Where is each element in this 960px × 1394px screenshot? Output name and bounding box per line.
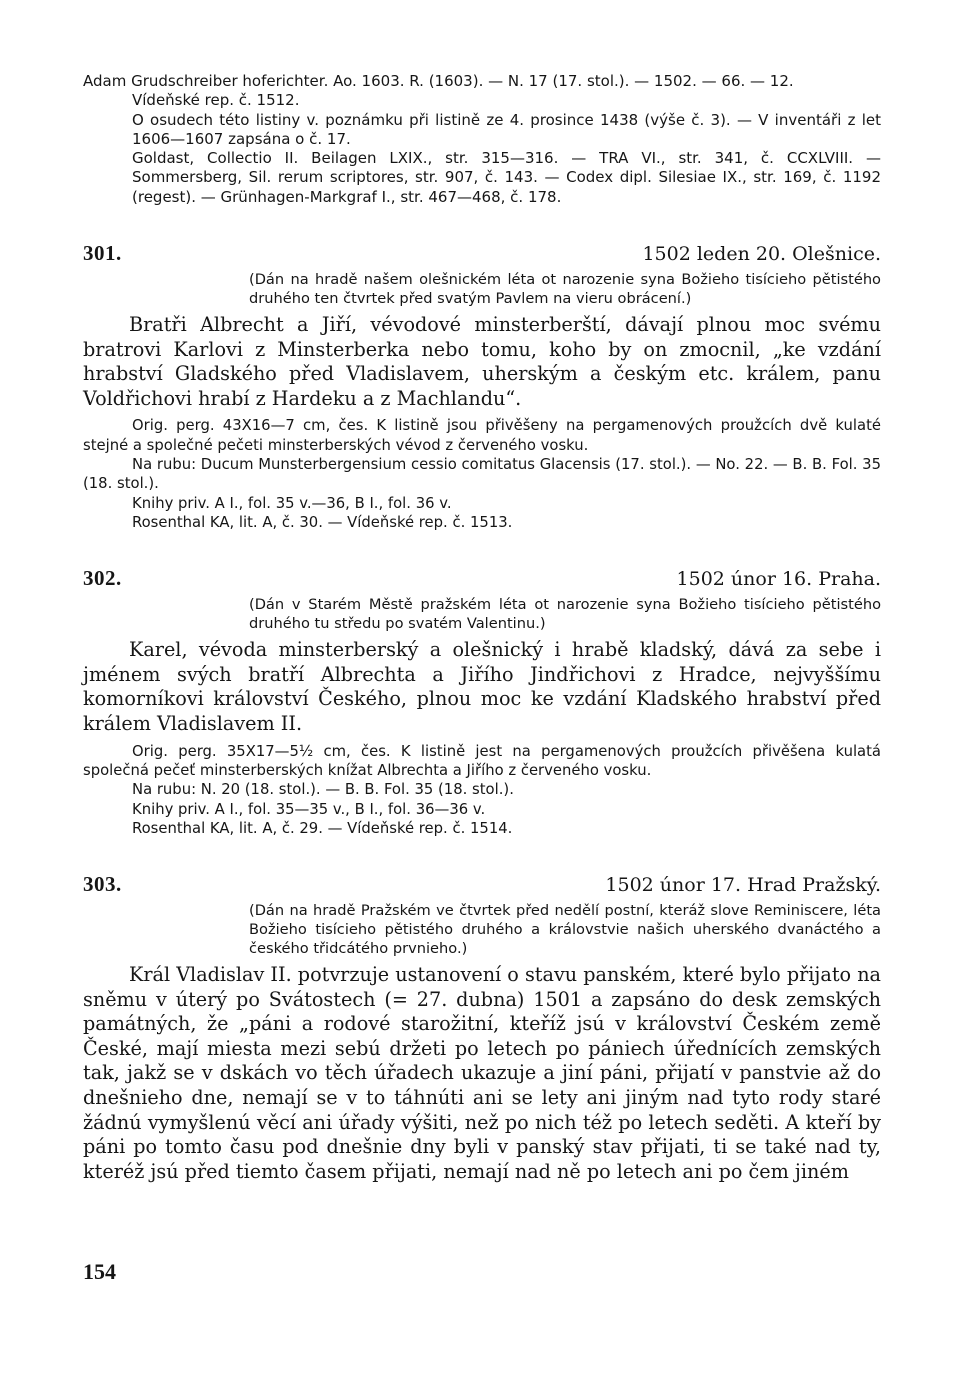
entry-regest: Král Vladislav II. potvrzuje ustanovení o stavu panském, které bylo přijato na sněmu v úterý po Svátostech (= 27. dubna) 1501 a zapsáno do desk zemských památných, že „páni a rodové starožitní, kteříž jsú v království Českém země České, mají miesta mezi sebú držeti po letech po pániech úřednících zemských tak, jakž se v dskách vo těch úřadech ukazuje a jiní páni, přijatí v panstvie až do dnešnieho dne, nemají se v to táhnúti ani se lety ani jiným nad tyto rody staré žádnú vymyšlenú věcí ani úřady výšiti, než po nich též po letech seděti. A kteří by páni po tomto času pod dnešnie dny byli v panský stav přijati, ti se také nad ty, kteréž jsú před tiemto časem přijati, nemají nad ně po letech ani po čem jiném (83, 963, 881, 1183)
note-line: Na rubu: Ducum Munsterbergensium cessio comitatus Glacensis (17. stol.). — No. 22. — B. B. Fol. 35 (18. stol.). (83, 456, 881, 493)
note-line: Adam Grudschreiber hoferichter. Ao. 1603. R. (1603). — N. 17 (17. stol.). — 1502. — 66. — 12. (83, 72, 794, 90)
note-line: Na rubu: N. 20 (18. stol.). — B. B. Fol. 35 (18. stol.). (132, 781, 514, 799)
note-line: Orig. perg. 35X17—5½ cm, čes. K listině jest na pergamenových proužcích přivěšena kulatá společná pečeť minsterberských knížat Albrechta a Jiřího z červeného vosku. (83, 742, 881, 779)
entry-number: 303. (83, 872, 122, 897)
previous-entry-notes (83, 72, 881, 207)
entry-dating-clause (249, 901, 881, 958)
entry-date: 1502 leden 20. Olešnice. (642, 243, 881, 266)
entry-regest: Karel, vévoda minsterberský a olešnický i hrabě kladský, dává za sebe i jménem svých bratří Albrechta a Jiřího Jindřichovi z Hradce, nejvyššímu komorníkovi království Českého, plnou moc ke vzdání Kladského hrabství před králem Vladislavem II. (83, 638, 881, 736)
note-line: Knihy priv. A I., fol. 35 v.—36, B I., fol. 36 v. (132, 494, 452, 512)
entry-header (83, 872, 881, 897)
entry-header (83, 566, 881, 591)
note-line: Rosenthal KA, lit. A, č. 29. — Vídeňské rep. č. 1514. (132, 819, 513, 837)
entry-header (83, 241, 881, 266)
entry-number: 301. (83, 241, 122, 266)
page-content (83, 72, 881, 1184)
dating-text: (Dán na hradě Pražském ve čtvrtek před nedělí postní, kteráž slove Reminiscere, léta Božieho tisícieho pětistého druhého a královstvie našich uherského dvanáctého a českého třidcátého prvnieho.) (249, 902, 881, 958)
entry-notes (83, 416, 881, 532)
note-line: Vídeňské rep. č. 1512. (132, 91, 300, 110)
note-line: Goldast, Collectio II. Beilagen LXIX., str. 315—316. — TRA VI., str. 341, č. CCXLVIII. — Sommersberg, Sil. rerum scriptores, str. 907, č. 143. — Codex dipl. Silesiae IX., str. 169, č. 1192 (regest). — Grünhagen-Markgraf I., str. 467—468, č. 178. (132, 149, 881, 206)
entry-dating-clause (249, 270, 881, 308)
note-line: O osudech této listiny v. poznámku při listině ze 4. prosince 1438 (výše č. 3). — V inventáři z let 1606—1607 zapsána o č. 17. (132, 110, 881, 148)
note-line: Rosenthal KA, lit. A, č. 30. — Vídeňské rep. č. 1513. (132, 513, 513, 531)
dating-text: (Dán na hradě našem olešnickém léta ot narozenie syna Božieho tisícieho pětistého druhého ten čtvrtek před svatým Pavlem na vieru obrácení.) (249, 271, 881, 308)
dating-text: (Dán v Starém Městě pražském léta ot narozenie syna Božieho tisícieho pětistého druhého tu středu po svatém Valentinu.) (249, 596, 881, 633)
page-number: 154 (83, 1259, 116, 1284)
entry-regest: Bratři Albrecht a Jiří, vévodové minsterberští, dávají plnou moc svému bratrovi Karlovi z Minsterberka nebo tomu, koho by on zmocnil, „ke vzdání hrabství Gladského před Vladislavem, uherským a českým etc. králem, panu Voldřichovi hrabí z Hardeku a z Machlandu“. (83, 313, 881, 410)
entry-number: 302. (83, 566, 122, 591)
entry-dating-clause (249, 595, 881, 633)
entry-date: 1502 únor 16. Praha. (676, 568, 881, 591)
note-line: Knihy priv. A I., fol. 35—35 v., B I., fol. 36—36 v. (132, 800, 486, 818)
note-line: Orig. perg. 43X16—7 cm, čes. K listině jsou přivěšeny na pergamenových proužcích dvě kulaté stejné a společné pečeti minsterberských vévod z červeného vosku. (83, 417, 881, 454)
entry-date: 1502 únor 17. Hrad Pražský. (605, 874, 881, 897)
entry-notes (83, 742, 881, 838)
